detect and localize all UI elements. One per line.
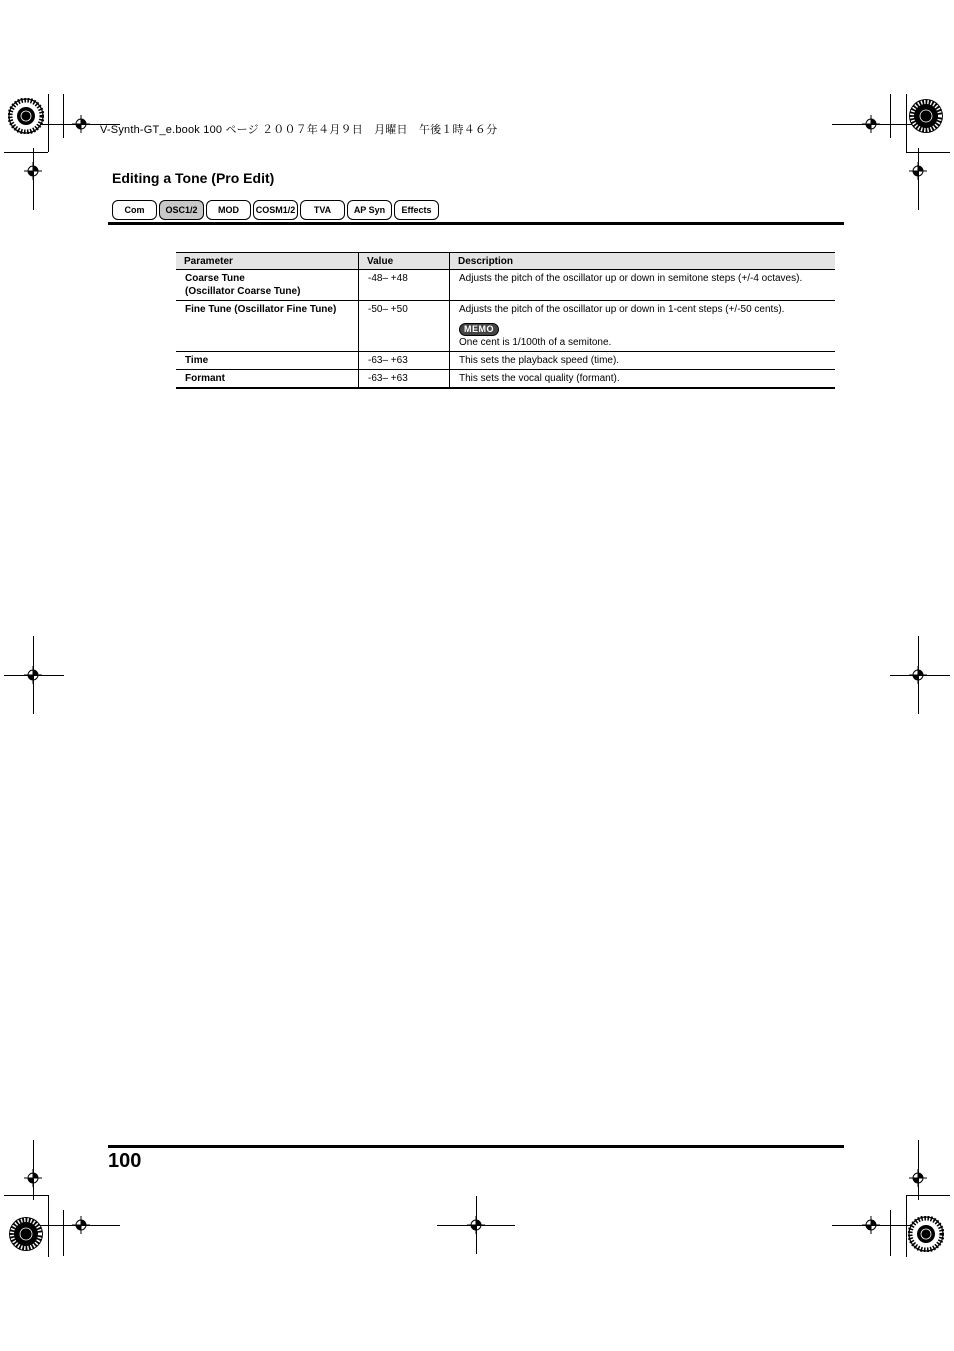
parameter-description: This sets the vocal quality (formant).	[450, 370, 836, 389]
parameter-description: Adjusts the pitch of the oscillator up or down in semitone steps (+/-4 octaves).	[450, 270, 836, 301]
memo-text: One cent is 1/100th of a semitone.	[459, 337, 612, 348]
footer-rule	[108, 1145, 844, 1148]
tab-effects[interactable]: Effects	[394, 200, 439, 220]
starburst-mark-icon	[908, 98, 944, 134]
starburst-mark-icon	[8, 98, 44, 134]
parameter-tabs	[112, 200, 439, 220]
tab-ap-syn[interactable]: AP Syn	[347, 200, 392, 220]
starburst-mark-icon	[908, 1216, 944, 1252]
tab-mod[interactable]: MOD	[206, 200, 251, 220]
parameter-value: -50– +50	[359, 301, 450, 352]
file-info-line: V-Synth-GT_e.book 100 ページ ２００７年４月９日 月曜日 午後１時４６分	[100, 124, 498, 136]
parameter-description: This sets the playback speed (time).	[450, 352, 836, 370]
tab-com[interactable]: Com	[112, 200, 157, 220]
parameter-name: Formant	[176, 370, 359, 389]
parameter-name: Fine Tune (Oscillator Fine Tune)	[176, 301, 359, 352]
parameter-value: -63– +63	[359, 370, 450, 389]
guide-line	[476, 1196, 477, 1254]
guide-line	[832, 124, 912, 125]
column-header-description: Description	[450, 253, 836, 270]
parameter-description: Adjusts the pitch of the oscillator up or down in 1-cent steps (+/-50 cents).	[459, 304, 785, 315]
column-header-parameter: Parameter	[176, 253, 359, 270]
parameter-subname-text: (Oscillator Coarse Tune)	[185, 286, 301, 297]
parameter-value: -63– +63	[359, 352, 450, 370]
table-row	[176, 352, 835, 370]
table-row	[176, 370, 835, 389]
memo-icon: MEMO	[459, 323, 499, 336]
parameter-name	[176, 270, 359, 301]
guide-line	[40, 1225, 120, 1226]
guide-line	[890, 675, 950, 676]
table-row	[176, 270, 835, 301]
guide-line	[4, 675, 64, 676]
guide-line	[918, 148, 919, 210]
guide-line	[832, 1225, 912, 1226]
column-header-value: Value	[359, 253, 450, 270]
guide-line	[33, 636, 34, 714]
tab-osc[interactable]: OSC1/2	[159, 200, 204, 220]
guide-line	[918, 636, 919, 714]
starburst-mark-icon	[8, 1216, 44, 1252]
table-header-row	[176, 253, 835, 270]
parameter-table	[176, 252, 835, 389]
tab-tva[interactable]: TVA	[300, 200, 345, 220]
parameter-value: -48– +48	[359, 270, 450, 301]
table-row	[176, 301, 835, 352]
page-number: 100	[108, 1150, 142, 1172]
parameter-name-text: Coarse Tune	[185, 273, 245, 284]
guide-line	[918, 1140, 919, 1200]
guide-line	[33, 1140, 34, 1200]
tab-cosm[interactable]: COSM1/2	[253, 200, 298, 220]
parameter-description-cell	[450, 301, 836, 352]
header-rule	[108, 222, 844, 225]
guide-line	[33, 148, 34, 210]
parameter-name: Time	[176, 352, 359, 370]
section-title: Editing a Tone (Pro Edit)	[112, 170, 275, 186]
